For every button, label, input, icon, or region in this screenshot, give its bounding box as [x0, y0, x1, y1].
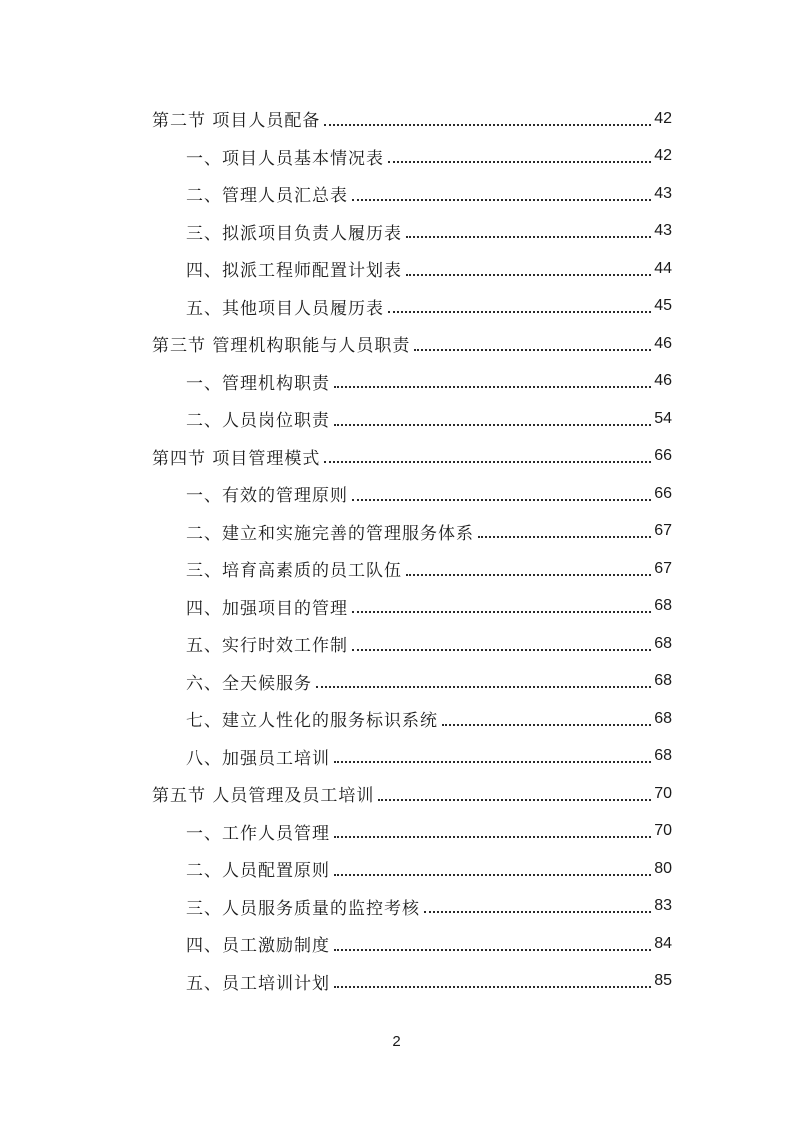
toc-entry[interactable]	[0, 250, 793, 288]
toc-entry[interactable]	[0, 850, 793, 888]
dot-leader	[406, 216, 651, 238]
toc-entry-title: 五、员工培训计划	[186, 969, 332, 994]
toc-entry-section-3[interactable]	[0, 325, 793, 363]
toc-entry-section-5[interactable]	[0, 775, 793, 813]
toc-entry-section-2[interactable]	[0, 100, 793, 138]
toc-entry-page: 54	[654, 409, 672, 427]
toc-entry[interactable]	[0, 288, 793, 326]
toc-entry-title: 七、建立人性化的服务标识系统	[186, 706, 440, 731]
dot-leader	[388, 291, 651, 313]
toc-entry[interactable]	[0, 400, 793, 438]
toc-entry-page: 68	[654, 709, 672, 727]
dot-leader	[316, 666, 651, 688]
toc-entry-title: 三、拟派项目负责人履历表	[186, 219, 404, 244]
toc-entry-title: 三、人员服务质量的监控考核	[186, 894, 422, 919]
toc-entry-title: 四、员工激励制度	[186, 931, 332, 956]
toc-entry-title: 二、建立和实施完善的管理服务体系	[186, 519, 476, 544]
toc-entry-page: 68	[654, 672, 672, 690]
toc-entry[interactable]	[0, 925, 793, 963]
dot-leader	[442, 704, 651, 726]
toc-entry[interactable]	[0, 963, 793, 1001]
toc-entry-section-4[interactable]	[0, 438, 793, 476]
toc-entry-page: 84	[654, 934, 672, 952]
page-number: 2	[392, 1033, 401, 1050]
toc-entry-title: 一、管理机构职责	[186, 369, 332, 394]
toc-entry-page: 43	[654, 222, 672, 240]
toc-entry-title: 四、加强项目的管理	[186, 594, 350, 619]
toc-entry-title: 一、项目人员基本情况表	[186, 144, 386, 169]
dot-leader	[414, 329, 651, 351]
dot-leader	[334, 929, 651, 951]
toc-entry-page: 46	[654, 372, 672, 390]
toc-entry-page: 66	[654, 447, 672, 465]
toc-entry[interactable]	[0, 363, 793, 401]
dot-leader	[352, 591, 651, 613]
dot-leader	[324, 441, 651, 463]
dot-leader	[334, 366, 651, 388]
toc-entry[interactable]	[0, 550, 793, 588]
toc-entry-page: 68	[654, 747, 672, 765]
toc-entry-title: 六、全天候服务	[186, 669, 314, 694]
toc-entry-page: 70	[654, 784, 672, 802]
toc-entry-title: 第五节 人员管理及员工培训	[152, 781, 376, 806]
toc-entry-page: 85	[654, 972, 672, 990]
dot-leader	[406, 254, 651, 276]
toc-entry-title: 二、人员配置原则	[186, 856, 332, 881]
toc-entry[interactable]	[0, 663, 793, 701]
toc-entry-page: 42	[654, 109, 672, 127]
dot-leader	[324, 104, 651, 126]
dot-leader	[334, 854, 651, 876]
toc-entry[interactable]	[0, 475, 793, 513]
toc-entry-title: 第四节 项目管理模式	[152, 444, 322, 469]
toc-entry-page: 42	[654, 147, 672, 165]
dot-leader	[352, 179, 651, 201]
dot-leader	[388, 141, 651, 163]
toc-entry[interactable]	[0, 888, 793, 926]
toc-entry-page: 66	[654, 484, 672, 502]
toc-entry-page: 44	[654, 259, 672, 277]
toc-entry-title: 四、拟派工程师配置计划表	[186, 256, 404, 281]
toc-entry[interactable]	[0, 175, 793, 213]
toc-entry-page: 43	[654, 184, 672, 202]
toc-entry[interactable]	[0, 138, 793, 176]
dot-leader	[352, 629, 651, 651]
toc-entry[interactable]	[0, 625, 793, 663]
toc-entry-title: 二、管理人员汇总表	[186, 181, 350, 206]
toc-entry-title: 二、人员岗位职责	[186, 406, 332, 431]
dot-leader	[334, 741, 651, 763]
toc-entry-page: 46	[654, 334, 672, 352]
dot-leader	[406, 554, 651, 576]
toc-entry-page: 68	[654, 634, 672, 652]
toc-entry-title: 五、其他项目人员履历表	[186, 294, 386, 319]
toc-entry[interactable]	[0, 213, 793, 251]
toc-entry-page: 68	[654, 597, 672, 615]
dot-leader	[378, 779, 651, 801]
toc-entry-page: 45	[654, 297, 672, 315]
toc-entry-page: 67	[654, 522, 672, 540]
dot-leader	[352, 479, 651, 501]
toc-entry-title: 第三节 管理机构职能与人员职责	[152, 331, 412, 356]
toc-entry-title: 第二节 项目人员配备	[152, 106, 322, 131]
toc-entry-page: 67	[654, 559, 672, 577]
table-of-contents	[0, 100, 793, 1000]
dot-leader	[424, 891, 651, 913]
toc-entry[interactable]	[0, 738, 793, 776]
dot-leader	[334, 404, 651, 426]
dot-leader	[478, 516, 651, 538]
dot-leader	[334, 816, 651, 838]
toc-entry-title: 三、培育高素质的员工队伍	[186, 556, 404, 581]
dot-leader	[334, 966, 651, 988]
toc-entry[interactable]	[0, 813, 793, 851]
toc-entry-title: 八、加强员工培训	[186, 744, 332, 769]
toc-entry-title: 一、有效的管理原则	[186, 481, 350, 506]
toc-entry-page: 80	[654, 859, 672, 877]
toc-entry[interactable]	[0, 513, 793, 551]
toc-entry[interactable]	[0, 588, 793, 626]
toc-entry[interactable]	[0, 700, 793, 738]
toc-entry-title: 五、实行时效工作制	[186, 631, 350, 656]
toc-entry-title: 一、工作人员管理	[186, 819, 332, 844]
toc-entry-page: 83	[654, 897, 672, 915]
toc-entry-page: 70	[654, 822, 672, 840]
